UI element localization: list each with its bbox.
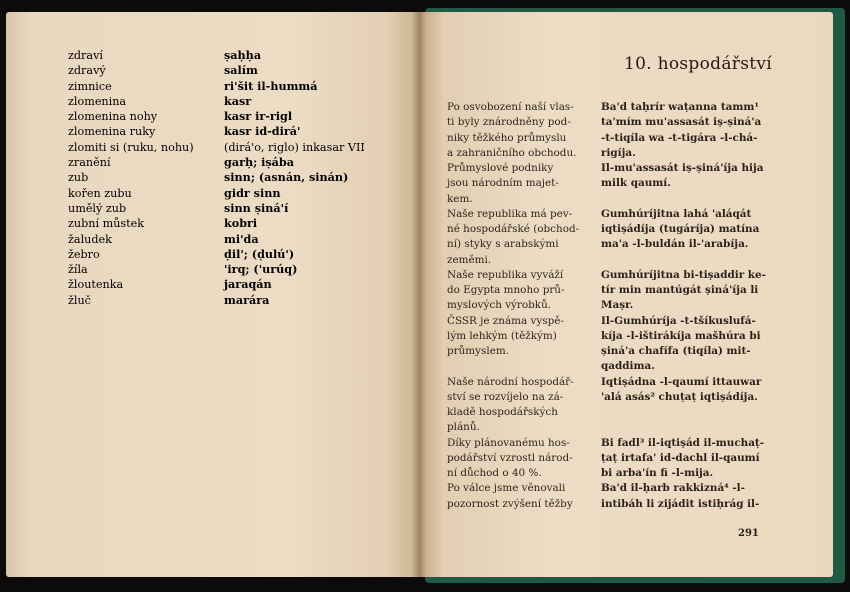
czech-text-line: Naše národní hospodář- <box>447 375 574 388</box>
czech-text-line: ti byly znárodněny pod- <box>447 116 571 129</box>
czech-text-line: Po válce jsme věnovali <box>447 482 566 495</box>
czech-text-line: pozornost zvýšení těžby <box>447 497 573 510</box>
book-gutter <box>412 12 426 577</box>
page-number: 291 <box>738 528 759 539</box>
arabic-text-line: bi arba'ín fi -l-mija. <box>601 467 714 479</box>
vocab-czech-term: žloutenka <box>68 278 124 292</box>
arabic-text-line: Maṣr. <box>601 299 634 312</box>
czech-text-line: kladě hospodářských <box>447 406 558 418</box>
czech-text-line: ní důchod o 40 %. <box>447 467 542 479</box>
arabic-text-line: Ba'd il-ḥarb rakkizná⁴ -l- <box>601 482 745 495</box>
vocab-czech-term: zdraví <box>68 49 103 62</box>
arabic-text-line: Gumhúríjitna lahá 'aláqát <box>601 207 752 220</box>
vocab-czech-term: žluč <box>68 293 91 307</box>
arabic-text-line: Gumhúríjitna bi-tiṣaddir ke- <box>601 268 766 281</box>
vocab-arabic-term: kasr <box>224 93 252 108</box>
vocab-row <box>68 63 388 78</box>
arabic-text-line <box>601 253 761 268</box>
czech-text-line: né hospodářské (obchod- <box>447 223 580 235</box>
czech-text-line: do Egypta mnoho prů- <box>447 284 565 296</box>
vocab-czech-term: kořen zubu <box>68 186 132 200</box>
czech-text-line: jsou národním majet- <box>447 177 559 190</box>
vocab-arabic-term: ṣaḥḥa <box>224 48 262 62</box>
vocab-arabic-term: ḍil'; (ḍulú') <box>224 246 295 261</box>
arabic-text-line <box>601 192 761 207</box>
arabic-text-column <box>601 100 766 512</box>
arabic-text-line: Il-Gumhúríja -t-tšíkuslufá- <box>601 314 756 327</box>
vocab-row <box>68 247 388 262</box>
vocabulary-list <box>68 48 388 308</box>
arabic-text-line: ṣiná'a chafífa (tiqíla) mit- <box>601 345 751 357</box>
vocab-czech-term: zlomenina ruky <box>68 125 156 139</box>
vocab-czech-term: žebro <box>68 247 100 261</box>
vocab-row <box>68 186 388 201</box>
vocab-arabic-term: sinn ṣiná'í <box>224 200 289 215</box>
vocab-row <box>68 124 388 139</box>
czech-text-line: průmyslem. <box>447 345 509 357</box>
vocab-row <box>68 232 388 247</box>
arabic-text-line: Bi fadl³ il-iqtiṣád il-muchaṭ- <box>601 436 765 449</box>
vocab-czech-term: zranění <box>68 156 111 170</box>
czech-text-line: Díky plánovanému hos- <box>447 436 570 449</box>
arabic-text-line <box>601 405 761 420</box>
arabic-text-line: 'alá asás² chuṭaṭ iqtiṣádíja. <box>601 390 758 403</box>
czech-text-line: a zahraničního obchodu. <box>447 146 577 159</box>
czech-text-line: Naše republika vyváží <box>447 268 564 281</box>
arabic-text-line: Il-mu'assasát iṣ-ṣiná'íja hija <box>601 162 764 174</box>
vocab-czech-term: žíla <box>68 263 88 277</box>
vocab-arabic-term: salím <box>224 63 258 78</box>
vocab-row <box>68 94 388 109</box>
vocab-arabic-term: garḥ; iṣába <box>224 155 294 170</box>
arabic-text-line: kíja -l-ištirákíja mašhúra bi <box>601 329 761 342</box>
vocab-arabic-term: jaraqán <box>224 277 272 292</box>
czech-text-line: ství se rozvíjelo na zá- <box>447 390 564 403</box>
arabic-text-line: milk qaumí. <box>601 177 671 190</box>
czech-text-line: plánů. <box>447 421 480 434</box>
czech-text-line: niky těžkého průmyslu <box>447 131 567 144</box>
czech-text-line: zeměmi. <box>447 253 492 266</box>
vocab-czech-term: zdravý <box>68 64 106 78</box>
vocab-arabic-term: sinn; (asnán, sinán) <box>224 170 349 185</box>
arabic-text-line: tír min mantúgát ṣiná'íja li <box>601 284 759 296</box>
czech-text-line: ČSSR je známa vyspě- <box>447 314 564 327</box>
vocab-row <box>68 48 388 63</box>
vocab-row <box>68 170 388 185</box>
vocab-row <box>68 216 388 231</box>
vocab-row <box>68 155 388 170</box>
vocab-row <box>68 262 388 277</box>
vocab-arabic-term: kasr ir-rigl <box>224 109 293 124</box>
czech-text-line: myslových výrobků. <box>447 299 552 312</box>
vocab-arabic-term: (dirá'o, riglo) inkasar VII <box>224 140 365 154</box>
arabic-text-line: Ba'd taḥrír waṭanna tamm¹ <box>601 101 759 113</box>
arabic-text-line <box>601 420 761 435</box>
arabic-text-line: ṭaṭ irtafa' id-dachl il-qaumí <box>601 451 760 464</box>
arabic-text-line: ma'a -l-buldán il-'arabíja. <box>601 238 749 251</box>
vocab-czech-term: zlomenina <box>68 94 127 108</box>
vocab-czech-term: zubní můstek <box>68 217 145 231</box>
arabic-text-line: qaddima. <box>601 360 655 373</box>
vocab-arabic-term: 'irq; ('urúq) <box>224 262 298 277</box>
vocab-row <box>68 277 388 292</box>
czech-text-line: Naše republika má pev- <box>447 207 573 220</box>
czech-text-line: lým lehkým (těžkým) <box>447 329 557 342</box>
arabic-text-line: ta'mím mu'assasát iṣ-ṣiná'a <box>601 116 762 129</box>
czech-text-line: podářství vzrostl národ- <box>447 451 573 464</box>
arabic-text-line: rigíja. <box>601 146 636 159</box>
czech-text-line: ní) styky s arabskými <box>447 238 559 251</box>
vocab-czech-term: žaludek <box>68 232 112 246</box>
vocab-row <box>68 79 388 94</box>
vocab-czech-term: zub <box>68 171 89 185</box>
vocab-arabic-term: ri'šit il-hummá <box>224 78 318 93</box>
czech-text-line <box>447 359 587 374</box>
czech-text-line: Po osvobození naší vlas- <box>447 101 574 113</box>
vocab-czech-term: zlomenina nohy <box>68 110 158 124</box>
czech-text-column <box>447 100 587 512</box>
arabic-text-line: iqtiṣádíja (tugáríja) matína <box>601 223 760 235</box>
vocab-czech-term: zimnice <box>68 79 112 93</box>
arabic-text-line: -t-tiqíla wa -t-tigára -l-chá- <box>601 131 758 144</box>
vocab-row <box>68 201 388 216</box>
vocab-arabic-term: mi'da <box>224 231 259 246</box>
vocab-czech-term: zlomiti si (ruku, nohu) <box>68 140 194 154</box>
vocab-row <box>68 109 388 124</box>
czech-text-line: Průmyslové podniky <box>447 162 554 174</box>
vocab-row <box>68 293 388 308</box>
vocab-row <box>68 140 388 155</box>
vocab-czech-term: umělý zub <box>68 201 127 215</box>
vocab-arabic-term: kasr id-dirá' <box>224 124 301 139</box>
vocab-arabic-term: gidr sinn <box>224 185 281 200</box>
chapter-title: 10. hospodářství <box>623 54 772 74</box>
arabic-text-line: Iqtiṣádna -l-qaumí ittauwar <box>601 375 762 388</box>
vocab-arabic-term: marára <box>224 292 270 307</box>
arabic-text-line: intibáh li zijádit istiḥrág il- <box>601 497 760 510</box>
vocab-arabic-term: kobri <box>224 216 258 231</box>
czech-text-line: kem. <box>447 192 473 205</box>
